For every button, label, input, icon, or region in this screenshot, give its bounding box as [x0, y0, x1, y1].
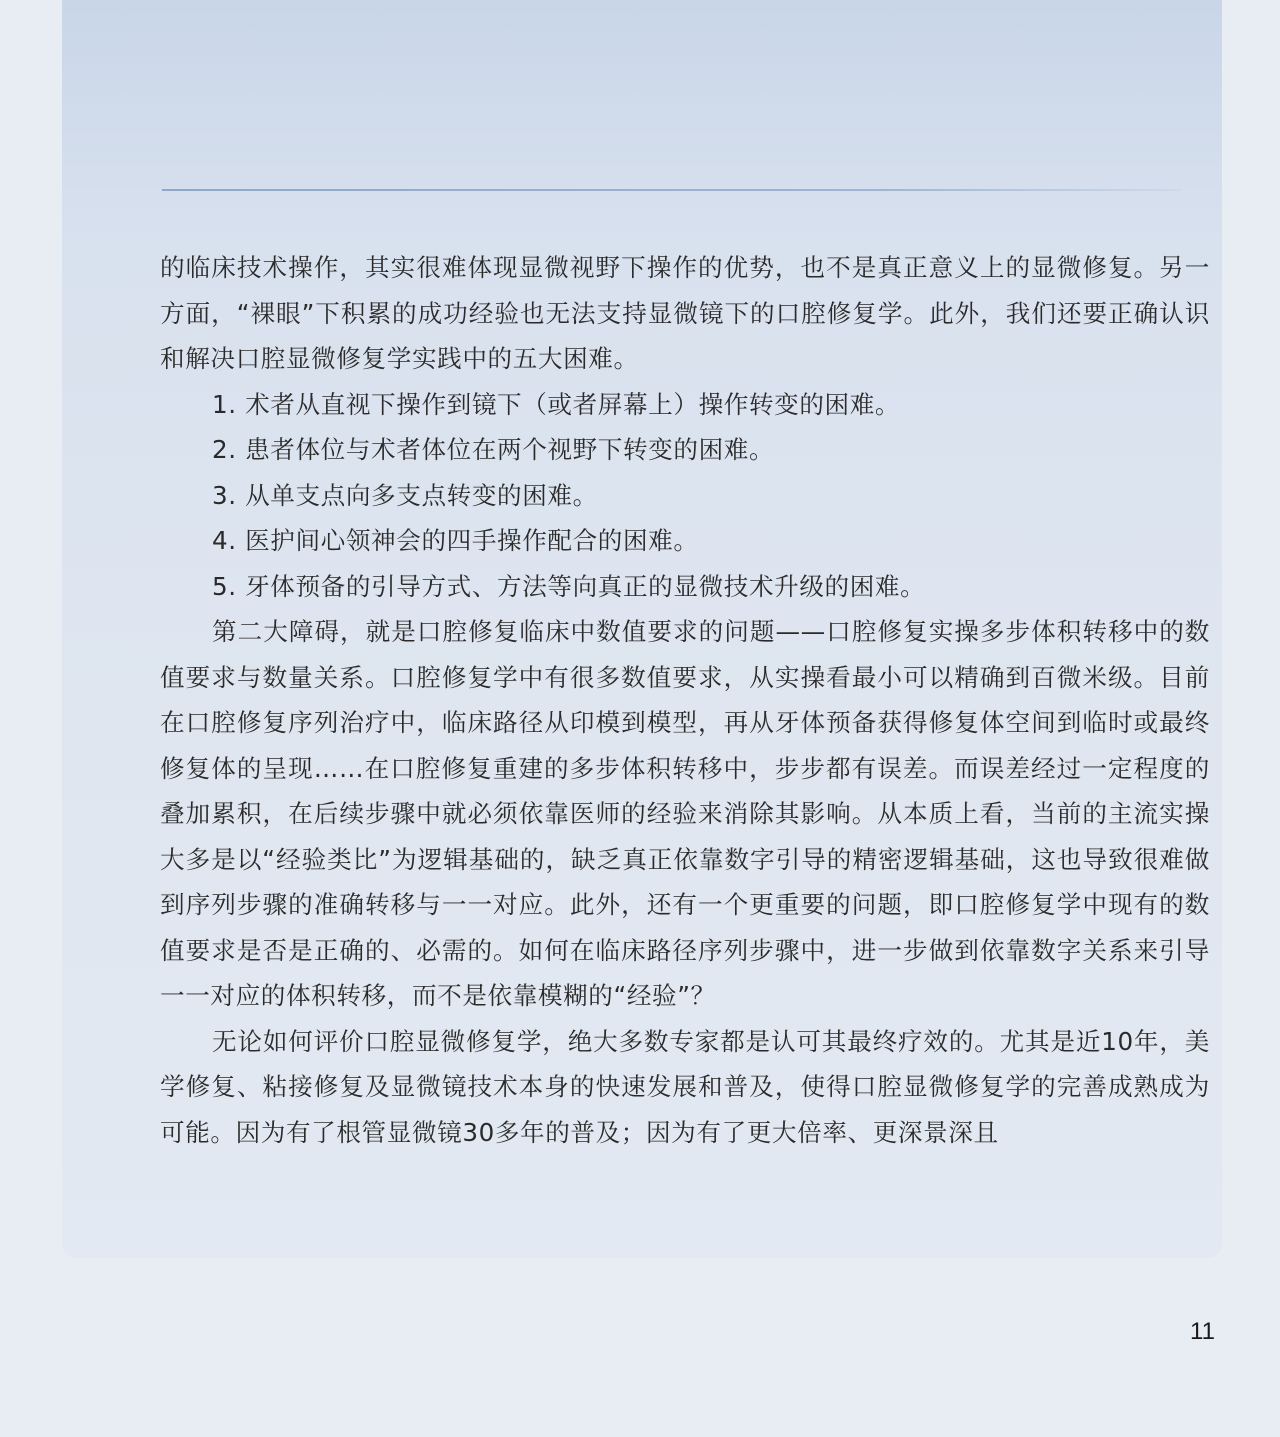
list-item-difficulty-1: 1. 术者从直视下操作到镜下（或者屏幕上）操作转变的困难。	[212, 389, 901, 419]
list-item-difficulty-3: 3. 从单支点向多支点转变的困难。	[212, 480, 598, 510]
list-item-difficulty-5: 5. 牙体预备的引导方式、方法等向真正的显微技术升级的困难。	[212, 571, 926, 601]
page-number: 11	[1190, 1318, 1215, 1345]
paragraph-continued: 的临床技术操作，其实很难体现显微视野下操作的优势，也不是真正意义上的显微修复。另一方面，“裸眼”下积累的成功经验也无法支持显微镜下的口腔修复学。此外，我们还要正确认识和解决口腔显微修复学实践中的五大困难。	[160, 253, 1210, 373]
paragraph-evaluation: 无论如何评价口腔显微修复学，绝大多数专家都是认可其最终疗效的。尤其是近10年，美学修复、粘接修复及显微镜技术本身的快速发展和普及，使得口腔显微修复学的完善成熟成为可能。因为有了根管显微镜30多年的普及；因为有了更大倍率、更深景深且	[160, 1026, 1210, 1147]
paragraph-second-obstacle: 第二大障碍，就是口腔修复临床中数值要求的问题——口腔修复实操多步体积转移中的数值要求与数量关系。口腔修复学中有很多数值要求，从实操看最小可以精确到百微米级。目前在口腔修复序列治疗中，临床路径从印模到模型，再从牙体预备获得修复体空间到临时或最终修复体的呈现……在口腔修复重建的多步体积转移中，步步都有误差。而误差经过一定程度的叠加累积，在后续步骤中就必须依靠医师的经验来消除其影响。从本质上看，当前的主流实操大多是以“经验类比”为逻辑基础的，缺乏真正依靠数字引导的精密逻辑基础，这也导致很难做到序列步骤的准确转移与一一对应。此外，还有一个更重要的问题，即口腔修复学中现有的数值要求是否是正确的、必需的。如何在临床路径序列步骤中，进一步做到依靠数字关系来引导一一对应的体积转移，而不是依靠模糊的“经验”？	[160, 617, 1210, 1010]
list-item-difficulty-2: 2. 患者体位与术者体位在两个视野下转变的困难。	[212, 435, 775, 464]
header-divider	[162, 189, 1182, 191]
list-item-difficulty-4: 4. 医护间心领神会的四手操作配合的困难。	[212, 526, 699, 555]
body-text	[160, 245, 1210, 1155]
